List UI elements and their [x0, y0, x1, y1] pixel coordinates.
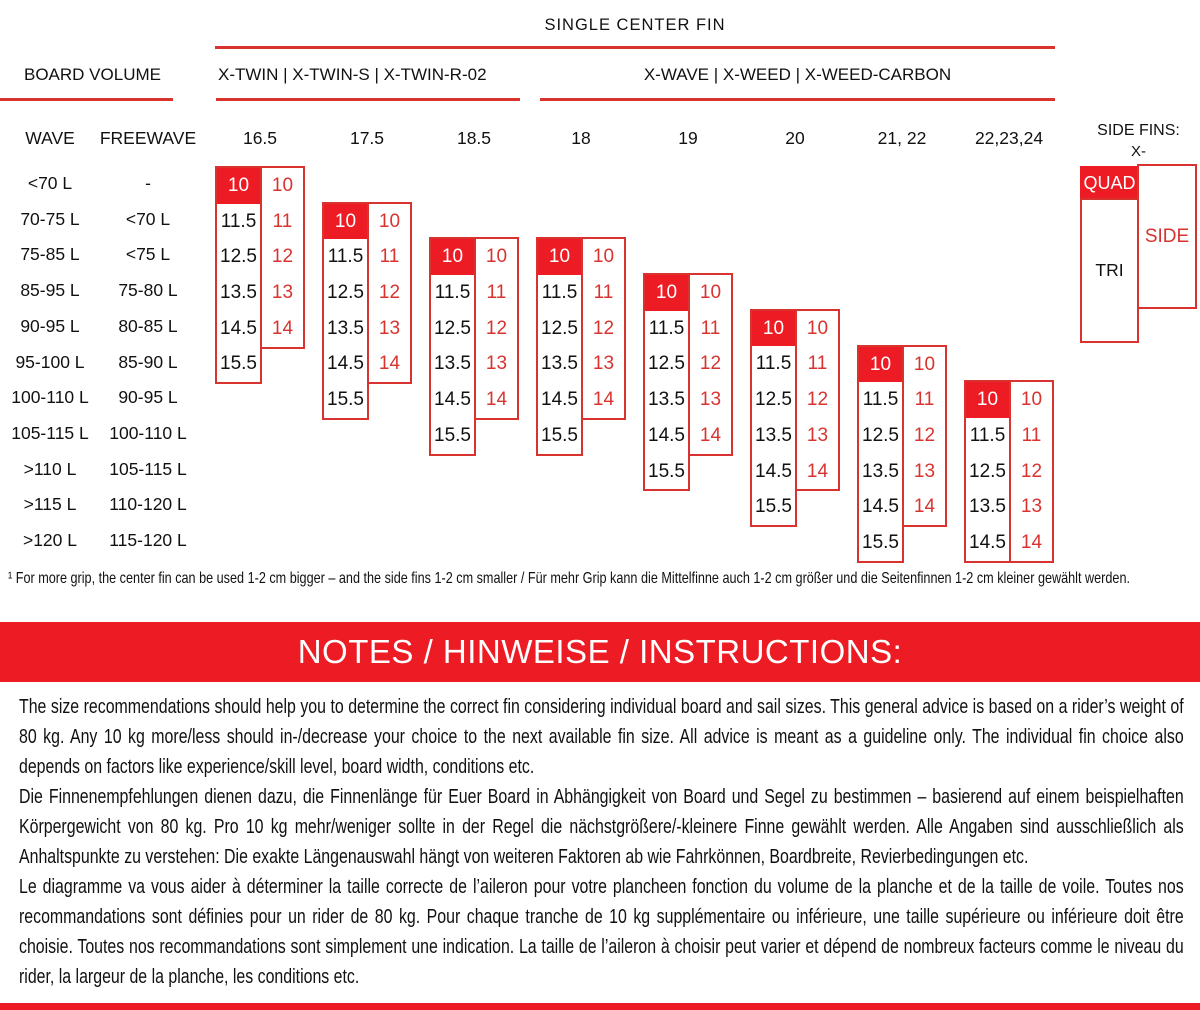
- center-fin-column-box: [215, 166, 262, 384]
- instructions-english: The size recommendations should help you to determine the correct fin considering individual board and sail sizes. This general advice is based on a rider’s weight of 80 kg. Any 10 kg more/less should in-/decrease your choice to the next available fin size. All advice is meant as a guideline only. The individual fin choice also depends on factors like experience/skill level, board width, conditions etc.: [19, 696, 1184, 778]
- side-fin-value: 11: [272, 210, 293, 232]
- side-fin-value: 11: [914, 389, 935, 411]
- sail-size-header: 18: [571, 128, 591, 148]
- wave-volume-label: 95-100 L: [15, 351, 85, 372]
- center-fin-value: 12.5: [862, 424, 899, 446]
- wave-volume-label: 100-110 L: [11, 387, 89, 408]
- freewave-volume-label: 90-95 L: [118, 387, 178, 408]
- center-fin-value-highlight: 10: [645, 275, 688, 311]
- side-fin-value: 10: [913, 353, 936, 375]
- side-fin-value: 10: [806, 317, 829, 339]
- side-fin-value: 10: [1020, 389, 1043, 411]
- side-fin-value: 12: [699, 353, 722, 375]
- center-fin-value-highlight: 10: [324, 204, 367, 240]
- wave-group-header: X-WAVE | X-WEED | X-WEED-CARBON: [643, 65, 952, 84]
- side-fin-value: 10: [485, 246, 508, 268]
- wave-volume-label: 75-85 L: [20, 244, 80, 265]
- center-fin-column-box: [964, 380, 1011, 563]
- side-fin-value: 14: [378, 353, 401, 375]
- center-fin-value: 15.5: [862, 531, 899, 553]
- center-fin-column-box: [536, 237, 583, 455]
- center-fin-value-highlight: 10: [859, 347, 902, 383]
- center-fin-value-highlight: 10: [431, 239, 474, 275]
- wave-volume-label: 90-95 L: [20, 315, 80, 336]
- center-fin-value: 11.5: [862, 389, 899, 411]
- center-fin-value: 13.5: [220, 282, 257, 304]
- freewave-column-header: FREEWAVE: [99, 128, 197, 148]
- side-fin-column-box: [688, 273, 733, 456]
- sail-size-header: 16.5: [242, 128, 278, 148]
- freewave-volume-label: <75 L: [125, 244, 171, 265]
- side-fin-value: 11: [379, 246, 400, 268]
- side-fin-value: 10: [699, 282, 722, 304]
- twin-group-rule: [216, 98, 520, 101]
- center-fin-value-highlight: 10: [966, 382, 1009, 418]
- wave-volume-label: 85-95 L: [20, 280, 80, 301]
- side-fin-value: 11: [807, 353, 828, 375]
- notes-banner: [0, 622, 1200, 682]
- center-fin-column-box: [429, 237, 476, 455]
- center-fin-value-highlight: 10: [752, 311, 795, 347]
- board-volume-title: BOARD VOLUME: [24, 65, 161, 84]
- center-fin-value: 15.5: [755, 496, 792, 518]
- freewave-volume-label: 100-110 L: [109, 422, 187, 443]
- freewave-volume-label: 75-80 L: [118, 280, 178, 301]
- side-fin-value: 14: [806, 460, 829, 482]
- wave-volume-label: >120 L: [22, 530, 77, 550]
- center-fin-value: 14.5: [648, 424, 685, 446]
- freewave-volume-label: 115-120 L: [109, 530, 187, 550]
- center-fin-value: 14.5: [327, 353, 364, 375]
- side-fin-value: 14: [271, 317, 294, 339]
- center-fin-value: 12.5: [648, 353, 685, 375]
- center-fin-value-highlight: 10: [538, 239, 581, 275]
- center-fin-value: 15.5: [541, 424, 578, 446]
- side-fin-value: 12: [378, 282, 401, 304]
- center-fin-value: 13.5: [327, 317, 364, 339]
- freewave-volume-label: 80-85 L: [118, 315, 178, 336]
- freewave-volume-label: <70 L: [125, 208, 171, 229]
- sail-size-header: 20: [785, 128, 805, 148]
- side-fin-value: 14: [592, 389, 615, 411]
- center-fin-column-box: [322, 202, 369, 420]
- center-fin-value: 13.5: [862, 460, 899, 482]
- side-fin-value: 11: [700, 317, 721, 339]
- side-fin-column-box: [474, 237, 519, 420]
- center-fin-value: 12.5: [541, 317, 578, 339]
- side-fin-value: 14: [1020, 531, 1043, 553]
- side-fin-value: 12: [1020, 460, 1043, 482]
- side-fin-value: 14: [485, 389, 508, 411]
- side-fin-value: 13: [485, 353, 508, 375]
- side-fin-value: 13: [1020, 496, 1043, 518]
- center-fin-column-box: [857, 345, 904, 563]
- center-fin-value: 15.5: [220, 353, 257, 375]
- side-fin-value: 12: [806, 389, 829, 411]
- side-fin-value: 13: [699, 389, 722, 411]
- center-fin-value-highlight: 10: [217, 168, 260, 204]
- center-fin-value: 12.5: [220, 246, 257, 268]
- center-fin-value: 15.5: [434, 424, 471, 446]
- twin-group-header: X-TWIN | X-TWIN-S | X-TWIN-R-02: [218, 65, 487, 84]
- board-volume-rule: [0, 98, 173, 101]
- side-fin-column-box: [902, 345, 947, 528]
- wave-volume-label: >115 L: [23, 494, 77, 515]
- center-fin-value: 11.5: [327, 246, 364, 268]
- side-fin-box: SIDE: [1137, 164, 1197, 309]
- side-fin-value: 13: [271, 282, 294, 304]
- side-fin-value: 11: [1021, 424, 1042, 446]
- center-fin-value: 11.5: [541, 282, 578, 304]
- tri-fin-box: TRI: [1080, 198, 1139, 343]
- wave-volume-label: <70 L: [27, 173, 73, 193]
- side-fin-value: 13: [913, 460, 936, 482]
- center-fin-value: 15.5: [648, 460, 685, 482]
- center-fin-value: 15.5: [327, 389, 364, 411]
- center-fin-value: 13.5: [541, 353, 578, 375]
- grip-footnote: ¹ For more grip, the center fin can be used 1-2 cm bigger – and the side fins 1-2 cm smaller / Für mehr Grip kann die Mittelfinne auch 1-2 cm größer und die Seitenfinnen 1-2 cm kleiner gewählt werden.: [8, 570, 1130, 587]
- freewave-volume-label: 110-120 L: [109, 494, 187, 515]
- side-fin-value: 10: [271, 175, 294, 196]
- side-fin-column-box: [1009, 380, 1054, 563]
- side-fin-value: 12: [913, 424, 936, 446]
- side-fin-column-box: [367, 202, 412, 385]
- center-fin-value: 13.5: [755, 424, 792, 446]
- instructions-french: Le diagramme va vous aider à déterminer la taille correcte de l’aileron pour votre plancheen fonction du volume de la planche et de la taille de voile. Toutes nos recommandations sont définies pour un rider de 80 kg. Pour chaque tranche de 10 kg supplémentaire ou inférieure, une taille supérieure ou inférieure doit être choisie. Toutes nos recommandations sont simplement une indication. La taille de l’aileron à choisir peut varier et dépend de nombreux facteurs comme le niveau du rider, la largeur de la planche, les conditions etc.: [19, 876, 1184, 988]
- wave-volume-label: >110 L: [23, 458, 77, 479]
- center-fin-value: 11.5: [220, 210, 257, 232]
- center-fin-value: 12.5: [755, 389, 792, 411]
- side-fin-column-box: [581, 237, 626, 420]
- side-fin-value: 14: [699, 424, 722, 446]
- side-fin-value: 11: [593, 282, 614, 304]
- side-fin-value: 14: [913, 496, 936, 518]
- center-fin-column-box: [750, 309, 797, 527]
- center-fin-value: 12.5: [327, 282, 364, 304]
- sail-size-header: 19: [678, 128, 698, 148]
- sail-size-header: 17.5: [349, 128, 385, 148]
- top-red-rule: [215, 46, 1055, 49]
- center-fin-value: 12.5: [969, 460, 1006, 482]
- side-fin-value: 13: [592, 353, 615, 375]
- side-fin-value: 12: [485, 317, 508, 339]
- freewave-volume-label: -: [145, 173, 151, 193]
- side-fin-value: 11: [486, 282, 507, 304]
- side-fin-value: 13: [806, 424, 829, 446]
- center-fin-value: 12.5: [434, 317, 471, 339]
- center-fin-value: 13.5: [969, 496, 1006, 518]
- side-fin-value: 10: [378, 210, 401, 232]
- sail-size-header: 18.5: [456, 128, 492, 148]
- sail-size-header: 22,23,24: [974, 128, 1044, 148]
- notes-banner-title: NOTES / HINWEISE / INSTRUCTIONS:: [297, 633, 903, 670]
- center-fin-value: 11.5: [969, 424, 1006, 446]
- center-fin-value: 14.5: [755, 460, 792, 482]
- quad-fin-box: QUAD: [1080, 166, 1139, 200]
- instructions-german: Die Finnenempfehlungen dienen dazu, die Finnenlänge für Euer Board in Abhängigkeit von Board und Segel zu bestimmen – basierend auf einem beispielhaften Körpergewicht von 80 kg. Pro 10 kg mehr/weniger sollte in der Regel die nächstgrößere/-kleinere Finne gewählt werden. Alle Angaben sind ausschließlich als Anhaltspunkte zu verstehen: Die exakte Längenauswahl hängt von weiteren Faktoren ab wie Fahrkönnen, Boardbreite, Revierbedingungen etc.: [19, 786, 1184, 868]
- center-fin-value: 13.5: [648, 389, 685, 411]
- side-fin-value: 12: [592, 317, 615, 339]
- center-fin-value: 11.5: [648, 317, 685, 339]
- center-fin-value: 14.5: [220, 317, 257, 339]
- wave-column-header: WAVE: [25, 128, 75, 148]
- wave-group-rule: [540, 98, 1055, 101]
- single-center-fin-title: SINGLE CENTER FIN: [544, 16, 726, 34]
- freewave-volume-label: 85-90 L: [118, 351, 178, 372]
- side-fins-label-line1: SIDE FINS:: [1097, 122, 1180, 139]
- side-fin-column-box: [795, 309, 840, 492]
- wave-volume-label: 105-115 L: [11, 422, 89, 443]
- side-fins-label-line2: X-: [1131, 143, 1146, 160]
- center-fin-value: 14.5: [434, 389, 471, 411]
- bottom-red-bar: [0, 1003, 1200, 1010]
- center-fin-column-box: [643, 273, 690, 491]
- side-fin-value: 10: [592, 246, 615, 268]
- center-fin-value: 14.5: [969, 531, 1006, 553]
- side-fin-value: 12: [271, 246, 294, 268]
- side-fin-value: 13: [378, 317, 401, 339]
- center-fin-value: 11.5: [755, 353, 792, 375]
- wave-volume-label: 70-75 L: [20, 208, 80, 229]
- center-fin-value: 14.5: [541, 389, 578, 411]
- sail-size-header: 21, 22: [877, 128, 927, 148]
- center-fin-value: 14.5: [862, 496, 899, 518]
- freewave-volume-label: 105-115 L: [109, 458, 187, 479]
- center-fin-value: 11.5: [434, 282, 471, 304]
- center-fin-value: 13.5: [434, 353, 471, 375]
- side-fin-column-box: [260, 166, 305, 349]
